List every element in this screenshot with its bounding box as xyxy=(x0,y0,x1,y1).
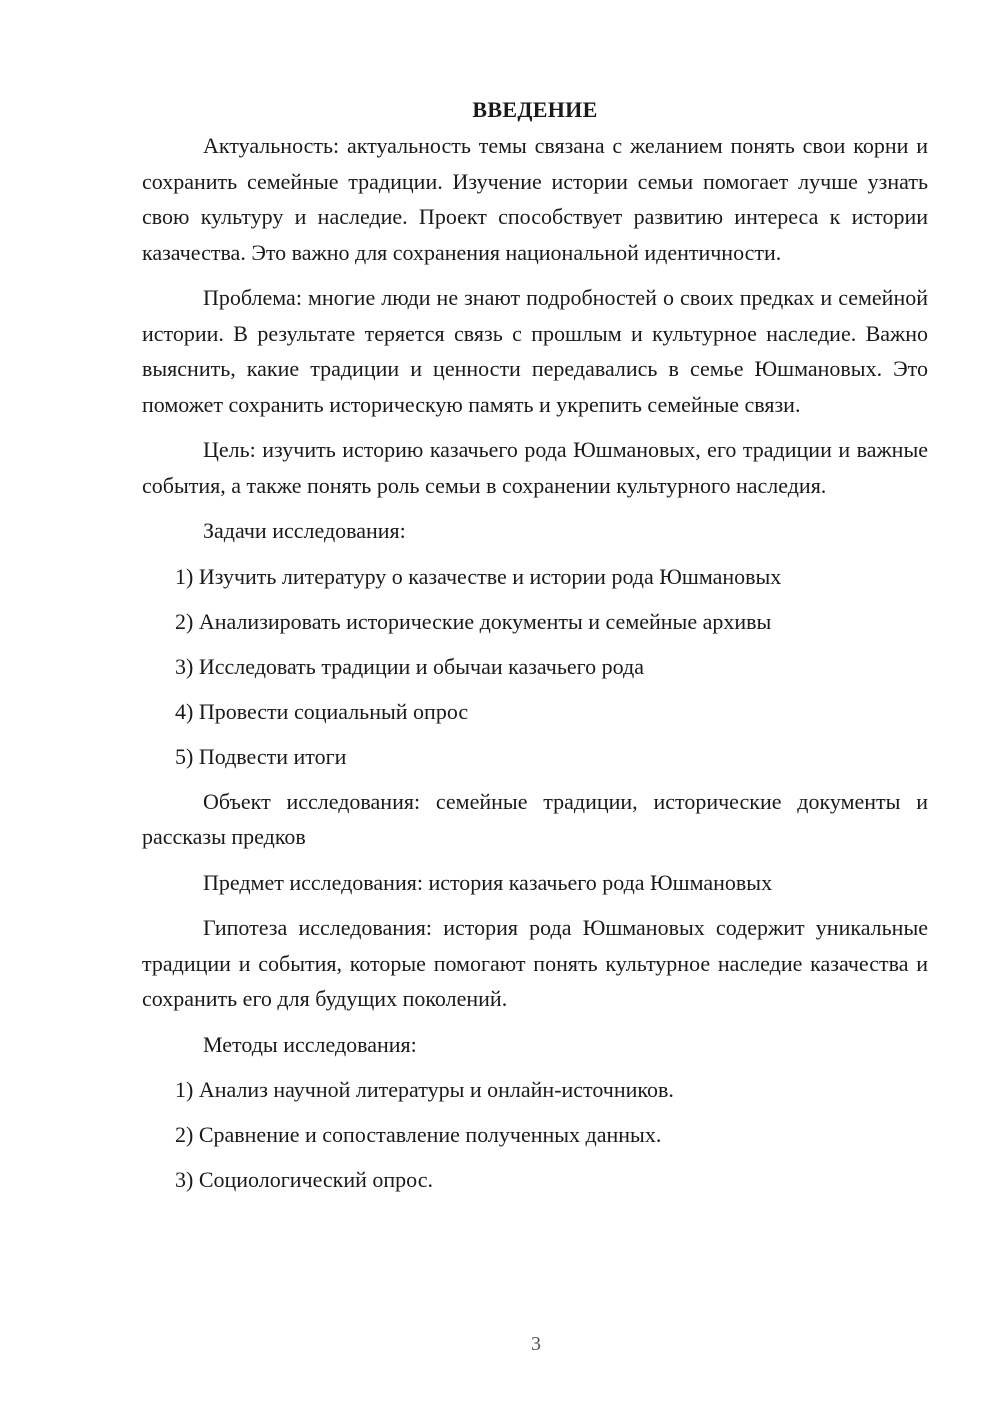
problem-paragraph: Проблема: многие люди не знают подробностей о своих предках и семейной истории. В результате теряется связь с прошлым и культурное наследие. Важно выяснить, какие традиции и ценности передавались в семье Юшмановых. Это поможет сохранить историческую память и укрепить семейные связи. xyxy=(142,285,928,417)
list-item: 5) Подвести итоги xyxy=(175,743,347,769)
subject-paragraph: Предмет исследования: история казачьего рода Юшмановых xyxy=(203,869,773,895)
document-page xyxy=(142,92,928,1207)
list-item: 3) Социологический опрос. xyxy=(175,1167,433,1192)
list-item: 1) Анализ научной литературы и онлайн-источников. xyxy=(175,1077,674,1102)
page-title: ВВЕДЕНИЕ xyxy=(472,97,598,122)
list-item: 4) Провести социальный опрос xyxy=(175,698,469,724)
list-item: 3) Исследовать традиции и обычаи казачьего рода xyxy=(175,653,644,679)
hypothesis-paragraph: Гипотеза исследования: история рода Юшмановых содержит уникальные традиции и события, которые помогают понять культурное наследие казачества и сохранить его для будущих поколений. xyxy=(142,915,928,1011)
tasks-list xyxy=(142,559,928,775)
object-paragraph: Объект исследования: семейные традиции, исторические документы и рассказы предков xyxy=(142,788,928,849)
page-number: 3 xyxy=(531,1333,541,1355)
relevance-paragraph: Актуальность: актуальность темы связана с желанием понять свои корни и сохранить семейные традиции. Изучение истории семьи помогает лучше узнать свою культуру и наследие. Проект способствует развитию интереса к истории казачества. Это важно для сохранения национальной идентичности. xyxy=(142,133,928,265)
tasks-heading: Задачи исследования: xyxy=(203,518,406,543)
list-item: 2) Сравнение и сопоставление полученных данных. xyxy=(175,1122,662,1147)
list-item: 1) Изучить литературу о казачестве и истории рода Юшмановых xyxy=(175,563,782,589)
goal-paragraph: Цель: изучить историю казачьего рода Юшмановых, его традиции и важные события, а также понять роль семьи в сохранении культурного наследия. xyxy=(142,437,928,498)
list-item: 2) Анализировать исторические документы и семейные архивы xyxy=(175,608,772,634)
methods-heading: Методы исследования: xyxy=(203,1031,417,1057)
methods-list xyxy=(142,1072,928,1198)
